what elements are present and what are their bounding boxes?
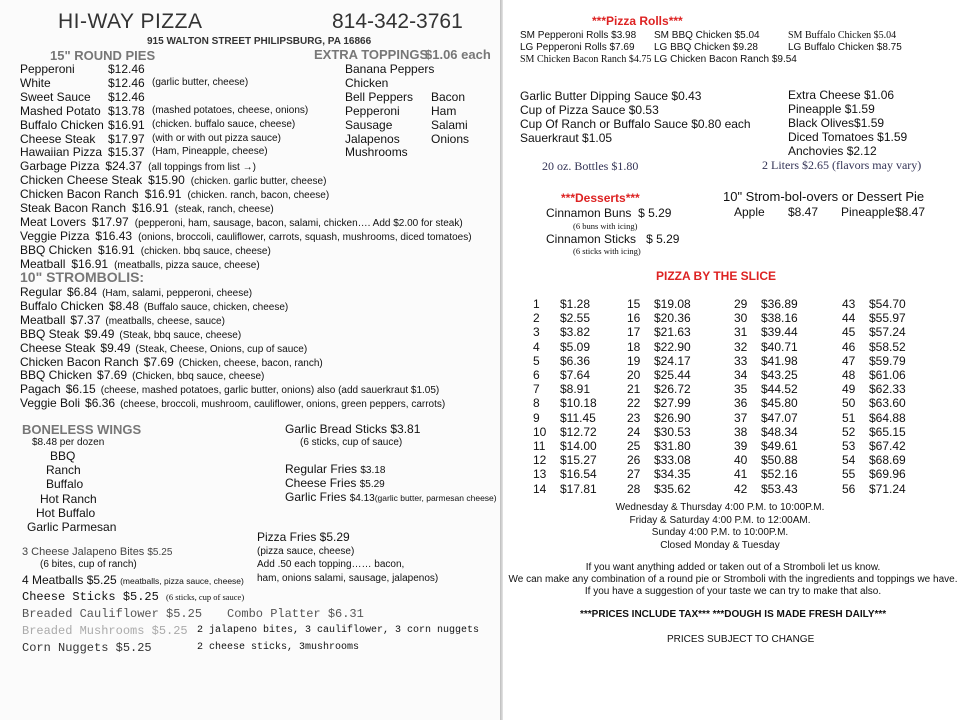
pie-name: Cheese Steak bbox=[20, 131, 96, 146]
extra-item: Extra Cheese $1.06 bbox=[788, 88, 895, 102]
cinnamon-sticks: Cinnamon Sticks $ 5.29 bbox=[546, 232, 680, 246]
slice-count: 14 bbox=[533, 481, 547, 496]
stromboli-desc: (meatballs, cheese, sauce) bbox=[105, 315, 225, 327]
dessert-apple: Apple bbox=[734, 205, 765, 219]
hours-line: Closed Monday & Tuesday bbox=[660, 539, 780, 551]
slice-price: $69.96 bbox=[869, 467, 906, 482]
pie-row bbox=[20, 62, 380, 76]
pie-name: Chicken Bacon Ranch bbox=[20, 187, 139, 202]
slice-count: 15 bbox=[627, 297, 641, 311]
slice-price: $19.08 bbox=[654, 297, 691, 311]
slice-price: $40.71 bbox=[761, 339, 798, 354]
pie-row bbox=[20, 76, 380, 90]
slice-count: 12 bbox=[533, 453, 547, 468]
pie-name: Chicken Cheese Steak bbox=[20, 173, 143, 188]
topping-item: Mushrooms bbox=[345, 145, 408, 160]
topping-item: Sausage bbox=[345, 117, 393, 132]
hours-line: Wednesday & Thursday 4:00 P.M. to 10:00P.M. bbox=[615, 502, 825, 513]
stromboli-name: Cheese Steak bbox=[20, 340, 96, 355]
stromboli-row bbox=[20, 382, 439, 396]
pie-row bbox=[20, 132, 380, 146]
pie-desc: (chicken. garlic butter, cheese) bbox=[190, 176, 327, 188]
price-change-note: PRICES SUBJECT TO CHANGE bbox=[667, 634, 815, 645]
page-fold bbox=[500, 0, 503, 720]
topping-item: Ham bbox=[431, 103, 457, 118]
slice-price: $53.43 bbox=[761, 481, 798, 496]
cheese-fries: Cheese Fries $5.29 bbox=[285, 476, 385, 490]
pie-desc: (all toppings from list →) bbox=[148, 162, 256, 174]
stromboli-row bbox=[20, 327, 241, 341]
wing-flavor: Hot Buffalo bbox=[36, 505, 96, 520]
pie-row bbox=[20, 229, 472, 243]
pizza-rolls-title: ***Pizza Rolls*** bbox=[592, 14, 683, 28]
slice-count: 20 bbox=[627, 368, 641, 382]
slice-count: 24 bbox=[627, 424, 641, 439]
stromboli-name: Pagach bbox=[20, 382, 61, 397]
slice-count: 33 bbox=[734, 353, 748, 368]
slice-price: $1.28 bbox=[560, 297, 591, 311]
slice-price: $3.82 bbox=[560, 325, 591, 340]
pie-name: Garbage Pizza bbox=[20, 159, 100, 174]
wing-flavor: Hot Ranch bbox=[40, 491, 97, 506]
extra-toppings-title: EXTRA TOPPINGS bbox=[314, 47, 429, 62]
pie-desc: (garlic butter, cheese) bbox=[152, 76, 249, 88]
slice-price: $41.98 bbox=[761, 353, 798, 368]
slice-count: 11 bbox=[533, 439, 546, 453]
hours-line: Friday & Saturday 4:00 P.M. to 12:00AM. bbox=[629, 514, 811, 526]
pizza-roll-item: SM Buffalo Chicken $5.04 bbox=[788, 30, 897, 41]
stromboli-desc: (cheese, mashed potatoes, garlic butter, onions) also (add sauerkraut $1.05) bbox=[100, 385, 440, 397]
slice-count: 29 bbox=[734, 297, 748, 311]
slice-price: $68.69 bbox=[869, 453, 906, 468]
by-slice-title: PIZZA BY THE SLICE bbox=[656, 269, 777, 283]
liters: 2 Liters $2.65 (flavors may vary) bbox=[762, 158, 922, 172]
slice-count: 41 bbox=[734, 467, 748, 482]
slice-count: 53 bbox=[842, 439, 856, 453]
slice-count: 22 bbox=[627, 396, 641, 411]
slice-count: 42 bbox=[734, 481, 748, 496]
slice-count: 35 bbox=[734, 382, 748, 397]
stromboli-desc: (Steak, bbq sauce, cheese) bbox=[119, 329, 242, 341]
slice-price: $30.53 bbox=[654, 424, 691, 439]
slice-price: $26.90 bbox=[654, 410, 691, 425]
slice-price: $14.00 bbox=[560, 439, 597, 453]
pizza-roll-item: LG BBQ Chicken $9.28 bbox=[654, 42, 758, 53]
slice-price: $6.36 bbox=[560, 353, 591, 368]
pie-desc: (steak, ranch, cheese) bbox=[174, 204, 274, 215]
pie-price: $16.91 bbox=[132, 201, 169, 215]
topping-item: Jalapenos bbox=[345, 131, 400, 146]
slice-price: $54.70 bbox=[869, 297, 906, 311]
topping-item: Onions bbox=[431, 131, 470, 146]
pie-desc: (meatballs, pizza sauce, cheese) bbox=[114, 259, 260, 271]
combo-desc-2: 2 cheese sticks, 3mushrooms bbox=[197, 642, 360, 653]
pizza-fries: Pizza Fries $5.29 bbox=[257, 530, 350, 544]
pie-desc: (Ham, Pineapple, cheese) bbox=[152, 146, 268, 158]
pie-price: $17.97 bbox=[108, 131, 145, 146]
slice-price: $38.16 bbox=[761, 311, 798, 326]
slice-price: $16.54 bbox=[560, 467, 597, 482]
slice-count: 43 bbox=[842, 297, 856, 311]
stromboli-name: BBQ Steak bbox=[20, 326, 80, 341]
pie-row bbox=[20, 118, 380, 132]
slice-price: $50.88 bbox=[761, 453, 798, 468]
pie-row bbox=[20, 243, 271, 257]
pie-desc: (mashed potatoes, cheese, onions) bbox=[152, 104, 309, 116]
slice-count: 55 bbox=[842, 467, 856, 482]
pizza-fries-desc-2: Add .50 each topping…… bacon, bbox=[257, 559, 405, 570]
pie-row bbox=[20, 104, 380, 118]
slice-price: $20.36 bbox=[654, 311, 691, 326]
slice-count: 37 bbox=[734, 410, 748, 425]
pie-row bbox=[20, 215, 463, 229]
hours-line: Sunday 4:00 P.M. to 10:00P.M. bbox=[651, 527, 789, 538]
stromboli-price: $7.69 bbox=[143, 354, 174, 369]
pie-desc: (with or with out pizza sauce) bbox=[152, 132, 281, 144]
slice-price: $45.80 bbox=[761, 396, 798, 411]
cinnamon-buns: Cinnamon Buns $ 5.29 bbox=[546, 206, 672, 220]
jalapeno-bites-desc: (6 bites, cup of ranch) bbox=[40, 559, 137, 570]
slice-price: $63.60 bbox=[869, 396, 906, 411]
strombolovers-title: 10" Strom-bol-overs or Dessert Pie bbox=[723, 189, 925, 204]
pizza-fries-desc-1: (pizza sauce, cheese) bbox=[257, 546, 355, 557]
slice-count: 1 bbox=[533, 297, 540, 311]
stromboli-desc: (Buffalo sauce, chicken, cheese) bbox=[143, 301, 289, 313]
slice-price: $2.55 bbox=[560, 311, 591, 326]
round-pies-title: 15" ROUND PIES bbox=[50, 48, 156, 63]
stromboli-price: $8.48 bbox=[108, 298, 139, 313]
stromboli-price: $7.69 bbox=[97, 368, 128, 383]
slice-price: $62.33 bbox=[869, 382, 906, 397]
pie-price: $12.46 bbox=[108, 75, 145, 90]
topping-item: Chicken bbox=[345, 75, 389, 90]
slice-price: $17.81 bbox=[560, 481, 597, 496]
slice-price: $8.91 bbox=[560, 382, 591, 397]
pie-price: $16.43 bbox=[95, 228, 133, 243]
pie-price: $16.91 bbox=[98, 242, 135, 257]
slice-price: $39.44 bbox=[761, 325, 798, 340]
slice-count: 54 bbox=[842, 453, 856, 468]
note-line: If you have a suggestion of your taste we can try to make that also. bbox=[584, 586, 882, 597]
pizza-fries-desc-3: ham, onions salami, sausage, jalapenos) bbox=[257, 573, 439, 584]
slice-count: 49 bbox=[842, 382, 856, 397]
slice-count: 30 bbox=[734, 311, 748, 326]
extra-item: Garlic Butter Dipping Sauce $0.43 bbox=[520, 89, 702, 103]
pie-desc: (chicken. ranch, bacon, cheese) bbox=[187, 190, 330, 202]
pie-row bbox=[20, 159, 256, 173]
pie-desc: (chicken. bbq sauce, cheese) bbox=[140, 245, 271, 257]
pizza-roll-item: LG Pepperoni Rolls $7.69 bbox=[520, 42, 635, 53]
pie-desc: (chicken. buffalo sauce, cheese) bbox=[152, 118, 296, 130]
stromboli-name: Regular bbox=[20, 285, 63, 299]
slice-price: $35.62 bbox=[654, 481, 691, 496]
stromboli-price: $6.36 bbox=[85, 396, 116, 411]
stromboli-price: $6.84 bbox=[67, 285, 98, 299]
slice-price: $34.35 bbox=[654, 467, 691, 482]
note-line: We can make any combination of a round pie or Stromboli with the ingredients and toppings we have. bbox=[508, 574, 958, 585]
slice-price: $10.18 bbox=[560, 396, 597, 411]
pie-price: $15.37 bbox=[108, 145, 145, 160]
slice-price: $44.52 bbox=[761, 382, 798, 397]
stromboli-name: Meatball bbox=[20, 312, 66, 327]
pie-name: Veggie Pizza bbox=[20, 228, 90, 243]
stromboli-row bbox=[20, 285, 252, 299]
stromboli-desc: (Ham, salami, pepperoni, cheese) bbox=[102, 288, 253, 299]
stromboli-row bbox=[20, 341, 307, 355]
desserts-title: ***Desserts*** bbox=[561, 191, 640, 205]
dessert-pineapple-price: $8.47 bbox=[895, 205, 926, 219]
slice-count: 40 bbox=[734, 453, 748, 468]
combo-platter: Combo Platter $6.31 bbox=[227, 607, 364, 621]
pie-price: $13.78 bbox=[108, 103, 145, 118]
pie-row bbox=[20, 145, 380, 159]
slice-count: 48 bbox=[842, 368, 856, 382]
pie-row bbox=[20, 187, 329, 201]
slice-price: $33.08 bbox=[654, 453, 691, 468]
pie-name: Meatball bbox=[20, 256, 66, 271]
extra-item: Cup of Pizza Sauce $0.53 bbox=[520, 102, 659, 117]
wing-flavor: BBQ bbox=[50, 449, 76, 463]
slice-count: 46 bbox=[842, 339, 856, 354]
slice-count: 28 bbox=[627, 481, 641, 496]
stromboli-price: $7.37 bbox=[70, 312, 101, 327]
breaded-cauliflower: Breaded Cauliflower $5.25 bbox=[22, 607, 203, 621]
slice-price: $47.07 bbox=[761, 410, 798, 425]
corn-nuggets: Corn Nuggets $5.25 bbox=[22, 641, 152, 655]
slice-count: 44 bbox=[842, 311, 856, 326]
pie-row bbox=[20, 201, 274, 215]
slice-count: 36 bbox=[734, 396, 748, 411]
slice-count: 8 bbox=[533, 396, 540, 411]
phone-number: 814-342-3761 bbox=[332, 10, 463, 33]
slice-count: 19 bbox=[627, 353, 641, 368]
slice-price: $71.24 bbox=[869, 481, 906, 496]
slice-price: $15.27 bbox=[560, 453, 597, 468]
pie-name: Sweet Sauce bbox=[20, 89, 91, 104]
topping-item: Salami bbox=[431, 117, 468, 132]
stromboli-row bbox=[20, 368, 264, 382]
slice-price: $27.99 bbox=[654, 396, 691, 411]
slice-price: $48.34 bbox=[761, 424, 798, 439]
slice-price: $52.16 bbox=[761, 467, 798, 482]
pizza-roll-item: LG Buffalo Chicken $8.75 bbox=[788, 42, 902, 53]
note-line: If you want anything added or taken out of a Stromboli let us know. bbox=[585, 562, 881, 573]
slice-count: 17 bbox=[627, 325, 641, 340]
slice-count: 13 bbox=[533, 467, 547, 482]
slice-price: $55.97 bbox=[869, 311, 906, 326]
stromboli-price: $6.15 bbox=[65, 382, 96, 397]
dessert-apple-price: $8.47 bbox=[788, 205, 819, 219]
pie-name: Pepperoni bbox=[20, 62, 75, 76]
slice-count: 4 bbox=[533, 339, 540, 354]
meatballs: 4 Meatballs $5.25 (meatballs, pizza sauce, cheese) bbox=[22, 573, 244, 587]
pizza-roll-item: SM Pepperoni Rolls $3.98 bbox=[520, 30, 637, 41]
slice-price: $21.63 bbox=[654, 325, 691, 340]
slice-price: $57.24 bbox=[869, 325, 906, 340]
wing-flavor: Garlic Parmesan bbox=[27, 520, 117, 534]
garlic-fries: Garlic Fries $4.13(garlic butter, parmesan cheese) bbox=[285, 490, 497, 504]
extra-item: Black Olives$1.59 bbox=[788, 115, 885, 130]
slice-price: $7.64 bbox=[560, 368, 591, 382]
stromboli-desc: (Steak, Cheese, Onions, cup of sauce) bbox=[135, 343, 308, 355]
slice-count: 7 bbox=[533, 382, 540, 397]
pie-name: Hawaiian Pizza bbox=[20, 145, 103, 160]
slice-price: $65.15 bbox=[869, 424, 906, 439]
stromboli-row bbox=[20, 355, 323, 369]
pie-name: Mashed Potato bbox=[20, 103, 101, 118]
extra-item: Anchovies $2.12 bbox=[788, 143, 877, 158]
wings-title: BONELESS WINGS bbox=[22, 422, 142, 437]
pie-price: $16.91 bbox=[71, 256, 109, 271]
pizza-roll-item: SM BBQ Chicken $5.04 bbox=[654, 30, 760, 41]
pizza-roll-item: LG Chicken Bacon Ranch $9.54 bbox=[654, 54, 797, 65]
slice-price: $36.89 bbox=[761, 297, 798, 311]
stromboli-price: $9.49 bbox=[100, 340, 131, 355]
slice-count: 52 bbox=[842, 424, 856, 439]
pie-price: $17.97 bbox=[92, 214, 129, 229]
slice-count: 31 bbox=[734, 325, 748, 340]
slice-count: 56 bbox=[842, 481, 856, 496]
topping-item: Banana Peppers bbox=[345, 62, 435, 76]
slice-count: 18 bbox=[627, 339, 641, 354]
cinnamon-sticks-desc: (6 sticks with icing) bbox=[573, 246, 641, 256]
topping-item: Bell Peppers bbox=[345, 89, 414, 104]
slice-price: $22.90 bbox=[654, 339, 691, 354]
wing-flavor: Buffalo bbox=[46, 477, 84, 492]
stromboli-name: BBQ Chicken bbox=[20, 368, 93, 383]
pie-price: $24.37 bbox=[105, 159, 143, 174]
extra-item: Pineapple $1.59 bbox=[788, 101, 875, 116]
stromboli-name: Veggie Boli bbox=[20, 396, 81, 411]
cheese-sticks: Cheese Sticks $5.25 (6 sticks, cup of sauce) bbox=[22, 590, 245, 604]
slice-count: 47 bbox=[842, 353, 856, 368]
slice-count: 23 bbox=[627, 410, 641, 425]
slice-count: 39 bbox=[734, 439, 748, 453]
slice-count: 16 bbox=[627, 311, 641, 326]
wings-price: $8.48 per dozen bbox=[32, 437, 105, 448]
stromboli-price: $9.49 bbox=[84, 326, 115, 341]
slice-price: $26.72 bbox=[654, 382, 691, 397]
garlic-bread-sticks-desc: (6 sticks, cup of sauce) bbox=[300, 437, 403, 448]
slice-price: $67.42 bbox=[869, 439, 906, 453]
slice-count: 32 bbox=[734, 339, 748, 354]
stromboli-desc: (cheese, broccoli, mushroom, cauliflower, onions, green peppers, carrots) bbox=[120, 399, 446, 411]
slice-price: $59.79 bbox=[869, 353, 906, 368]
slice-count: 6 bbox=[533, 368, 540, 382]
pie-row bbox=[20, 90, 380, 104]
pie-price: $12.46 bbox=[108, 62, 145, 76]
address: 915 WALTON STREET PHILIPSBURG, PA 16866 bbox=[147, 36, 372, 47]
cinnamon-buns-desc: (6 buns with icing) bbox=[573, 221, 638, 231]
slice-price: $58.52 bbox=[869, 339, 906, 354]
pie-price: $16.91 bbox=[108, 117, 145, 132]
garlic-bread-sticks: Garlic Bread Sticks $3.81 bbox=[285, 422, 421, 436]
slice-count: 26 bbox=[627, 453, 641, 468]
topping-item: Bacon bbox=[431, 90, 466, 104]
restaurant-name: HI-WAY PIZZA bbox=[58, 10, 203, 33]
pie-name: White bbox=[20, 75, 51, 90]
slice-count: 10 bbox=[533, 424, 547, 439]
slice-count: 25 bbox=[627, 439, 641, 453]
extra-item: Diced Tomatoes $1.59 bbox=[788, 129, 908, 144]
stromboli-row bbox=[20, 299, 288, 313]
stromboli-desc: (Chicken, cheese, bacon, ranch) bbox=[178, 357, 323, 369]
slice-count: 45 bbox=[842, 325, 856, 340]
slice-price: $25.44 bbox=[654, 368, 691, 382]
strombolis-title: 10" STROMBOLIS: bbox=[20, 269, 145, 285]
slice-price: $61.06 bbox=[869, 368, 906, 382]
slice-price: $12.72 bbox=[560, 424, 597, 439]
bottles: 20 oz. Bottles $1.80 bbox=[542, 159, 639, 173]
slice-count: 27 bbox=[627, 467, 641, 482]
slice-count: 2 bbox=[533, 311, 540, 326]
slice-count: 9 bbox=[533, 410, 540, 425]
pie-desc: (onions, broccoli, cauliflower, carrots, squash, mushrooms, diced tomatoes) bbox=[138, 231, 472, 243]
pie-name: Meat Lovers bbox=[20, 214, 87, 229]
slice-count: 5 bbox=[533, 353, 540, 368]
jalapeno-bites: 3 Cheese Jalapeno Bites $5.25 bbox=[22, 546, 173, 558]
stromboli-name: Chicken Bacon Ranch bbox=[20, 354, 139, 369]
pie-desc: (pepperoni, ham, sausage, bacon, salami, chicken…. Add $2.00 for steak) bbox=[134, 217, 463, 229]
slice-count: 21 bbox=[627, 382, 641, 397]
stromboli-desc: (Chicken, bbq sauce, cheese) bbox=[132, 371, 265, 383]
topping-item: Pepperoni bbox=[345, 103, 400, 118]
slice-price: $24.17 bbox=[654, 353, 691, 368]
extra-item: Cup Of Ranch or Buffalo Sauce $0.80 each bbox=[520, 116, 751, 131]
wing-flavor: Ranch bbox=[46, 463, 81, 478]
extra-item: Sauerkraut $1.05 bbox=[520, 130, 613, 145]
pizza-roll-item: SM Chicken Bacon Ranch $4.75 bbox=[520, 54, 652, 65]
pie-row bbox=[20, 173, 326, 187]
pie-price: $15.90 bbox=[148, 173, 185, 188]
slice-price: $43.25 bbox=[761, 368, 798, 382]
tax-note: ***PRICES INCLUDE TAX*** ***DOUGH IS MADE FRESH DAILY*** bbox=[580, 609, 887, 620]
slice-count: 51 bbox=[842, 410, 856, 425]
pie-price: $12.46 bbox=[108, 89, 145, 104]
extra-toppings-price: $1.06 each bbox=[425, 47, 491, 62]
slice-count: 50 bbox=[842, 396, 856, 411]
pie-name: BBQ Chicken bbox=[20, 242, 93, 257]
pie-price: $16.91 bbox=[144, 187, 182, 202]
slice-count: 34 bbox=[734, 368, 748, 382]
stromboli-name: Buffalo Chicken bbox=[20, 298, 104, 313]
slice-count: 3 bbox=[533, 325, 540, 340]
combo-desc-1: 2 jalapeno bites, 3 cauliflower, 3 corn nuggets bbox=[197, 625, 480, 636]
stromboli-row bbox=[20, 396, 445, 410]
pie-name: Steak Bacon Ranch bbox=[20, 201, 127, 215]
regular-fries: Regular Fries $3.18 bbox=[285, 462, 386, 476]
dessert-pineapple: Pineapple bbox=[841, 205, 895, 219]
slice-price: $64.88 bbox=[869, 410, 906, 425]
slice-price: $49.61 bbox=[761, 439, 798, 453]
stromboli-row bbox=[20, 313, 225, 327]
breaded-mushrooms: Breaded Mushrooms $5.25 bbox=[22, 624, 188, 638]
slice-count: 38 bbox=[734, 424, 748, 439]
pie-name: Buffalo Chicken bbox=[20, 117, 104, 132]
slice-price: $11.45 bbox=[560, 410, 596, 425]
slice-price: $31.80 bbox=[654, 439, 691, 453]
slice-price: $5.09 bbox=[560, 339, 591, 354]
